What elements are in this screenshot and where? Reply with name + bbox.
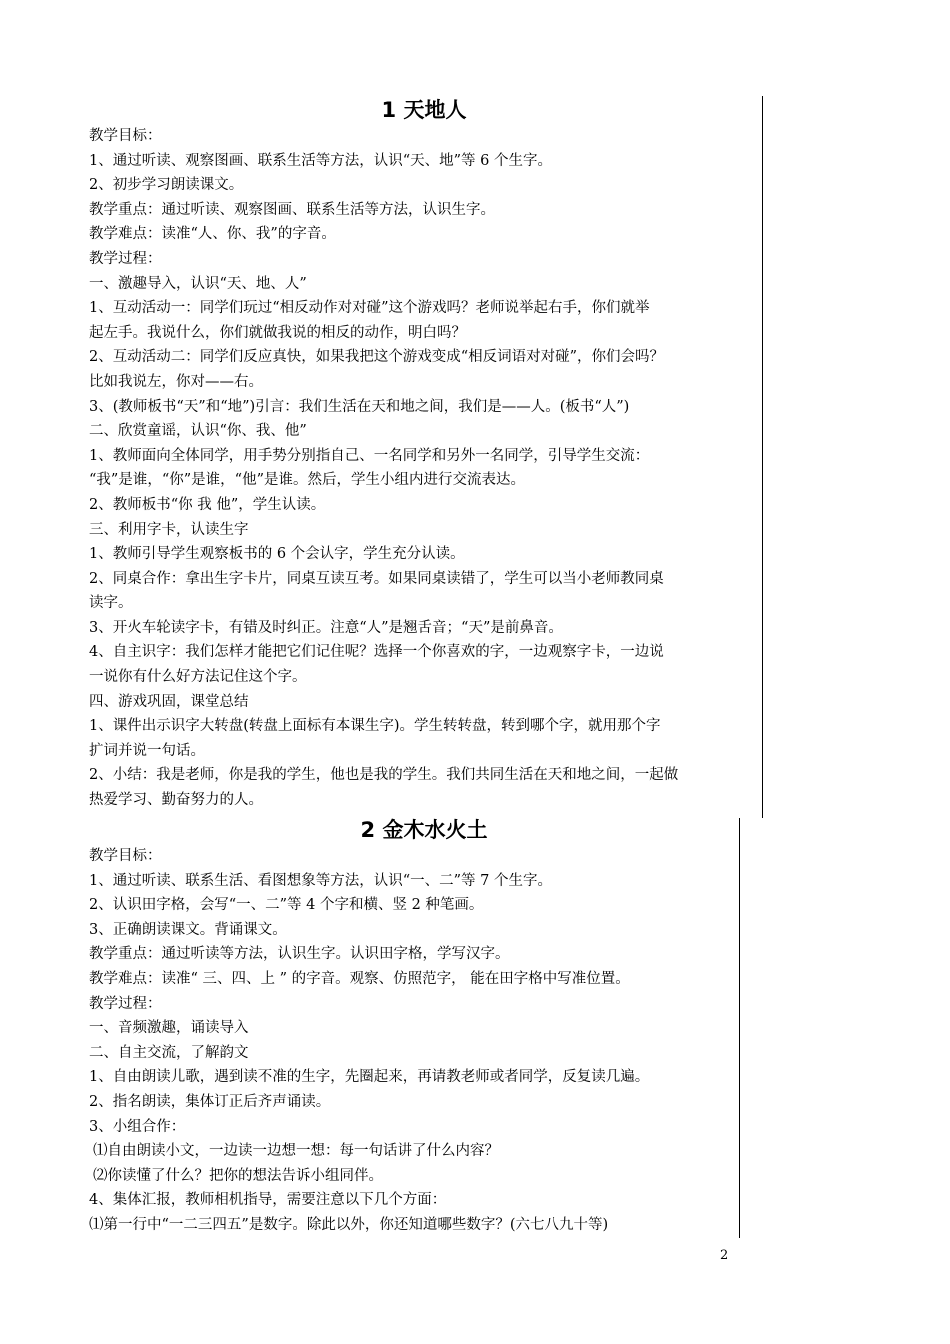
lesson-body-1 [89, 124, 749, 813]
text-line: 一、音频激趣，诵读导入 [89, 1020, 249, 1037]
text-line: 三、利用字卡，认读生字 [89, 521, 249, 538]
text-line: 教学目标： [89, 128, 162, 144]
text-line: 读字。 [89, 595, 133, 612]
text-line: 2、互动活动二：同学们反应真快，如果我把这个游戏变成“相反词语对对碰”，你们会吗？ [89, 349, 665, 366]
lesson-section-2 [89, 816, 749, 1238]
text-line: 一、激趣导入，认识“天、地、人” [89, 275, 307, 292]
lesson-title-1: 1 天地人 [381, 98, 467, 122]
text-line: 2、教师板书“你 我 他”，学生认读。 [89, 496, 326, 513]
text-line: 教学重点：通过听读等方法，认识生字。认识田字格，学写汉字。 [89, 946, 510, 963]
text-line: 教学难点：读准“人、你、我”的字音。 [89, 226, 336, 243]
text-line: 教学难点：读准“ 三、四、上 ” 的字音。观察、仿照范字， 能在田字格中写准位置。 [89, 970, 630, 987]
lesson-title-2: 2 金木水火土 [360, 818, 488, 842]
text-line: 教学重点：通过听读、观察图画、联系生活等方法，认识生字。 [89, 201, 495, 218]
text-line: ⑵你读懂了什么？把你的想法告诉小组同伴。 [93, 1167, 383, 1184]
lesson-body-2 [89, 844, 749, 1238]
text-line: ⑴自由朗读小文，一边读一边想一想：每一句话讲了什么内容？ [93, 1143, 499, 1160]
text-line: 1、通过听读、联系生活、看图想象等方法，认识“一、二”等 7 个生字。 [89, 872, 552, 889]
text-line: 二、欣赏童谣，认识“你、我、他” [89, 423, 307, 440]
text-line: 1、通过听读、观察图画、联系生活等方法，认识“天、地”等 6 个生字。 [89, 152, 552, 169]
text-line: 教学过程： [89, 250, 162, 267]
text-line: “我”是谁，“你”是谁，“他”是谁。然后，学生小组内进行交流表达。 [89, 472, 525, 489]
text-line: 比如我说左，你对——右。 [89, 373, 263, 390]
text-line: 教学目标： [89, 848, 162, 864]
text-line: 2、初步学习朗读课文。 [89, 177, 244, 194]
text-line: 一说你有什么好方法记住这个字。 [89, 669, 307, 686]
text-line: 1、课件出示识字大转盘(转盘上面标有本课生字)。学生转转盘，转到哪个字，就用那个字 [89, 718, 661, 735]
text-line: 3、(教师板书“天”和“地”)引言：我们生活在天和地之间，我们是——人。(板书“人”) [89, 398, 630, 415]
text-line: 2、同桌合作：拿出生字卡片，同桌互读互考。如果同桌读错了，学生可以当小老师教同桌 [89, 570, 664, 587]
text-line: 扩词并说一句话。 [89, 742, 205, 759]
lesson-section-1 [89, 96, 749, 813]
text-line: 1、自由朗读儿歌，遇到读不准的生字，先圈起来，再请教老师或者同学，反复读几遍。 [89, 1069, 650, 1086]
text-line: 3、正确朗读课文。背诵课文。 [89, 921, 287, 938]
text-line: 起左手。我说什么，你们就做我说的相反的动作，明白吗？ [89, 324, 466, 341]
text-line: 4、集体汇报，教师相机指导，需要注意以下几个方面： [89, 1192, 447, 1209]
text-line: 2、小结：我是老师，你是我的学生，他也是我的学生。我们共同生活在天和地之间，一起做 [89, 767, 679, 784]
text-line: 2、指名朗读，集体订正后齐声诵读。 [89, 1093, 331, 1110]
text-line: 3、开火车轮读字卡，有错及时纠正。注意“人”是翘舌音；“天”是前鼻音。 [89, 619, 563, 636]
text-line: 4、自主识字：我们怎样才能把它们记住呢？选择一个你喜欢的字，一边观察字卡，一边说 [89, 644, 664, 661]
text-line: 3、小组合作： [89, 1118, 186, 1135]
text-line: 二、自主交流，了解韵文 [89, 1044, 249, 1061]
margin-rule-upper [762, 96, 763, 818]
text-line: 2、认识田字格，会写“一、二”等 4 个字和横、竖 2 种笔画。 [89, 897, 484, 914]
text-line: ⑴第一行中“一二三四五”是数字。除此以外，你还知道哪些数字？(六七八九十等) [89, 1216, 609, 1233]
text-line: 教学过程： [89, 995, 162, 1012]
text-line: 四、游戏巩固，课堂总结 [89, 693, 249, 710]
text-line: 1、教师面向全体同学，用手势分别指自己、一名同学和另外一名同学，引导学生交流： [89, 447, 650, 464]
text-line: 1、教师引导学生观察板书的 6 个会认字，学生充分认读。 [89, 546, 465, 563]
page-number: 2 [720, 1248, 729, 1263]
text-line: 热爱学习、勤奋努力的人。 [89, 792, 263, 809]
text-line: 1、互动活动一：同学们玩过“相反动作对对碰”这个游戏吗？老师说举起右手，你们就举 [89, 300, 650, 317]
